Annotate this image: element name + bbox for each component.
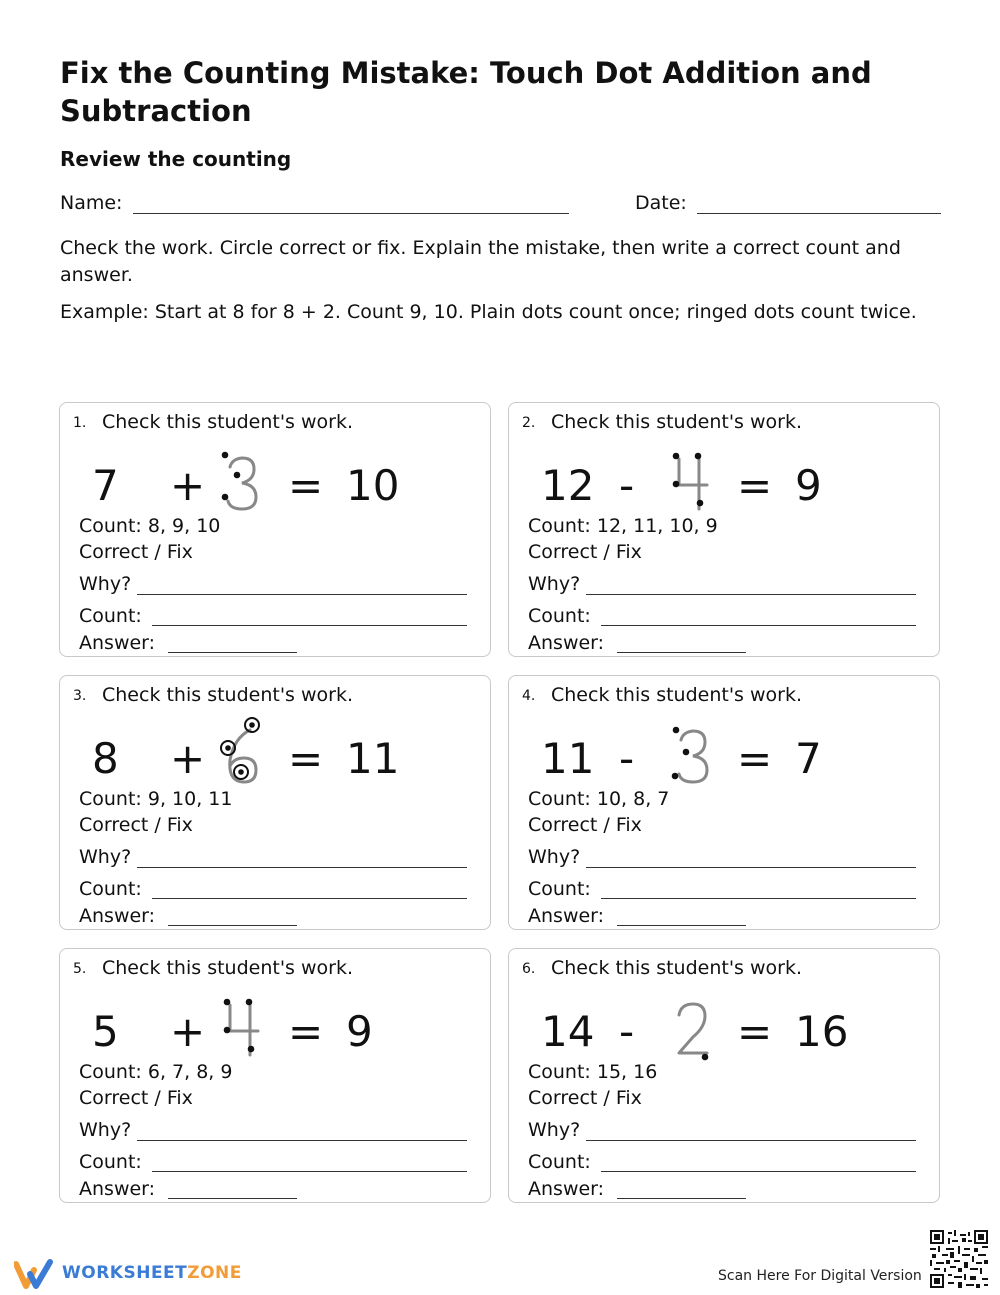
problem-prompt: Check this student's work. bbox=[102, 411, 354, 433]
problem-prompt: Check this student's work. bbox=[551, 684, 803, 706]
problem-card-6 bbox=[508, 948, 940, 1203]
why-label: Why? bbox=[79, 846, 132, 868]
count-label: Count: bbox=[528, 1151, 591, 1173]
operator: - bbox=[619, 1007, 635, 1056]
correct-fix-choice[interactable]: Correct / Fix bbox=[528, 541, 642, 563]
name-line[interactable] bbox=[133, 193, 569, 214]
problem-number: 2. bbox=[522, 415, 536, 431]
why-label: Why? bbox=[79, 1119, 132, 1141]
touch-digit-4 bbox=[667, 451, 717, 521]
operand-a: 7 bbox=[92, 461, 119, 510]
name-field[interactable] bbox=[60, 192, 569, 214]
problem-number: 3. bbox=[73, 688, 87, 704]
problem-prompt: Check this student's work. bbox=[551, 957, 803, 979]
equation bbox=[509, 724, 941, 794]
worksheetzone-logo-icon bbox=[14, 1258, 56, 1290]
count-line[interactable] bbox=[601, 625, 916, 626]
count-line[interactable] bbox=[152, 625, 467, 626]
student-count: Count: 6, 7, 8, 9 bbox=[79, 1061, 233, 1083]
why-line[interactable] bbox=[586, 594, 916, 595]
result: 11 bbox=[346, 734, 400, 783]
example: Example: Start at 8 for 8 + 2. Count 9, 10. Plain dots count once; ringed dots count twice. bbox=[60, 301, 917, 323]
problem-card-1 bbox=[59, 402, 491, 657]
problem-number: 4. bbox=[522, 688, 536, 704]
brand-main: WORKSHEET bbox=[62, 1263, 188, 1283]
result: 9 bbox=[346, 1007, 373, 1056]
result: 7 bbox=[795, 734, 822, 783]
student-count: Count: 10, 8, 7 bbox=[528, 788, 670, 810]
operand-a: 8 bbox=[92, 734, 119, 783]
student-count: Count: 12, 11, 10, 9 bbox=[528, 515, 718, 537]
count-line[interactable] bbox=[152, 1171, 467, 1172]
count-line[interactable] bbox=[601, 898, 916, 899]
brand-name bbox=[62, 1263, 242, 1283]
date-field[interactable] bbox=[635, 192, 941, 214]
operand-a: 14 bbox=[541, 1007, 595, 1056]
touch-digit-6 bbox=[216, 716, 268, 796]
why-line[interactable] bbox=[586, 1140, 916, 1141]
why-line[interactable] bbox=[137, 594, 467, 595]
touch-digit-3 bbox=[667, 724, 717, 794]
equals: = bbox=[288, 1007, 324, 1056]
answer-label: Answer: bbox=[79, 1178, 156, 1200]
answer-line[interactable] bbox=[168, 1198, 297, 1199]
equals: = bbox=[737, 461, 773, 510]
operand-a: 12 bbox=[541, 461, 595, 510]
page-title: Fix the Counting Mistake: Touch Dot Addition and Subtraction bbox=[60, 56, 872, 128]
answer-label: Answer: bbox=[528, 1178, 605, 1200]
equation bbox=[509, 997, 941, 1067]
result: 9 bbox=[795, 461, 822, 510]
instructions: Check the work. Circle correct or fix. Explain the mistake, then write a correct count and answer. bbox=[60, 237, 901, 286]
why-label: Why? bbox=[528, 846, 581, 868]
why-label: Why? bbox=[79, 573, 132, 595]
operator: - bbox=[619, 461, 635, 510]
result: 10 bbox=[346, 461, 400, 510]
equation bbox=[60, 997, 492, 1067]
why-label: Why? bbox=[528, 573, 581, 595]
answer-line[interactable] bbox=[617, 925, 746, 926]
count-label: Count: bbox=[528, 878, 591, 900]
subtitle: Review the counting bbox=[60, 147, 292, 171]
touch-digit-4 bbox=[218, 997, 268, 1067]
count-label: Count: bbox=[528, 605, 591, 627]
correct-fix-choice[interactable]: Correct / Fix bbox=[79, 541, 193, 563]
why-label: Why? bbox=[528, 1119, 581, 1141]
answer-label: Answer: bbox=[528, 905, 605, 927]
equation bbox=[60, 451, 492, 521]
operator: + bbox=[170, 461, 206, 510]
answer-line[interactable] bbox=[168, 652, 297, 653]
student-count: Count: 8, 9, 10 bbox=[79, 515, 221, 537]
date-line[interactable] bbox=[697, 193, 941, 214]
why-line[interactable] bbox=[586, 867, 916, 868]
problem-card-2 bbox=[508, 402, 940, 657]
equals: = bbox=[288, 461, 324, 510]
operator: + bbox=[170, 1007, 206, 1056]
equals: = bbox=[737, 1007, 773, 1056]
answer-label: Answer: bbox=[79, 905, 156, 927]
answer-line[interactable] bbox=[617, 1198, 746, 1199]
problem-card-4 bbox=[508, 675, 940, 930]
count-label: Count: bbox=[79, 1151, 142, 1173]
date-label: Date: bbox=[635, 192, 687, 214]
answer-label: Answer: bbox=[528, 632, 605, 654]
name-label: Name: bbox=[60, 192, 123, 214]
equation bbox=[60, 724, 492, 794]
count-line[interactable] bbox=[601, 1171, 916, 1172]
count-line[interactable] bbox=[152, 898, 467, 899]
answer-line[interactable] bbox=[617, 652, 746, 653]
scan-text: Scan Here For Digital Version bbox=[718, 1268, 922, 1284]
equals: = bbox=[288, 734, 324, 783]
problem-number: 1. bbox=[73, 415, 87, 431]
correct-fix-choice[interactable]: Correct / Fix bbox=[528, 1087, 642, 1109]
count-label: Count: bbox=[79, 878, 142, 900]
problem-prompt: Check this student's work. bbox=[102, 957, 354, 979]
qr-code-icon[interactable] bbox=[930, 1230, 988, 1288]
brand-accent: ZONE bbox=[187, 1263, 242, 1283]
operand-a: 5 bbox=[92, 1007, 119, 1056]
operator: - bbox=[619, 734, 635, 783]
operand-a: 11 bbox=[541, 734, 595, 783]
count-label: Count: bbox=[79, 605, 142, 627]
answer-label: Answer: bbox=[79, 632, 156, 654]
problem-card-5 bbox=[59, 948, 491, 1203]
operator: + bbox=[170, 734, 206, 783]
equation bbox=[509, 451, 941, 521]
why-line[interactable] bbox=[137, 867, 467, 868]
result: 16 bbox=[795, 1007, 849, 1056]
correct-fix-choice[interactable]: Correct / Fix bbox=[79, 814, 193, 836]
equals: = bbox=[737, 734, 773, 783]
student-count: Count: 9, 10, 11 bbox=[79, 788, 233, 810]
why-line[interactable] bbox=[137, 1140, 467, 1141]
problem-number: 6. bbox=[522, 961, 536, 977]
problem-prompt: Check this student's work. bbox=[551, 411, 803, 433]
student-count: Count: 15, 16 bbox=[528, 1061, 658, 1083]
correct-fix-choice[interactable]: Correct / Fix bbox=[79, 1087, 193, 1109]
touch-digit-3 bbox=[218, 451, 268, 521]
problem-prompt: Check this student's work. bbox=[102, 684, 354, 706]
problem-card-3 bbox=[59, 675, 491, 930]
answer-line[interactable] bbox=[168, 925, 297, 926]
problem-number: 5. bbox=[73, 961, 87, 977]
touch-digit-2 bbox=[667, 997, 717, 1067]
correct-fix-choice[interactable]: Correct / Fix bbox=[528, 814, 642, 836]
